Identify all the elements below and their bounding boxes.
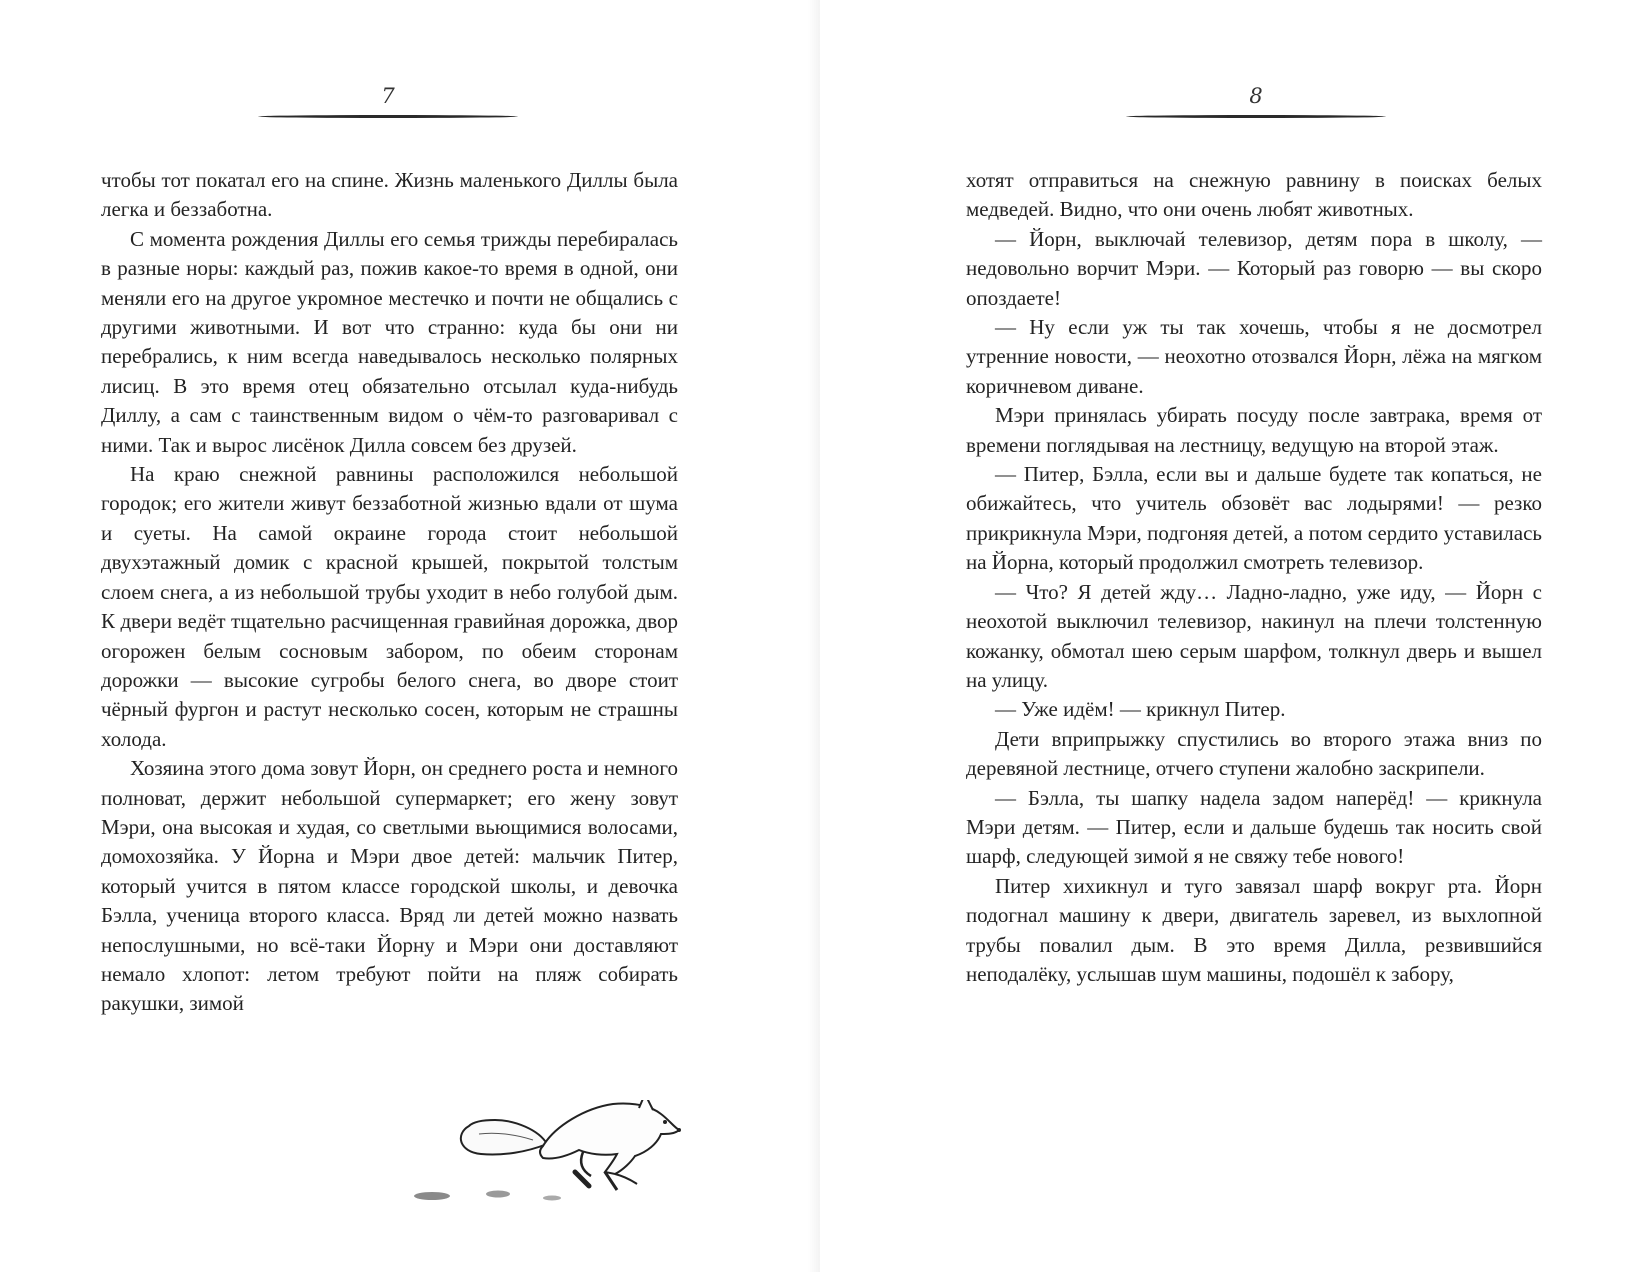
paragraph: — Бэлла, ты шапку надела задом наперёд! — крикнула Мэри детям. — Питер, если и дальше будешь так носить свой шарф, следующей зимой я не свяжу тебе нового! xyxy=(966,785,1542,869)
fox-shadow-icon xyxy=(410,1180,590,1210)
paragraph: — Уже идём! — крикнул Питер. xyxy=(995,697,1286,722)
page-body xyxy=(101,166,678,1019)
paragraph: Питер хихикнул и туго завязал шарф вокруг рта. Йорн подогнал машину к двери, двигатель заревел, из выхлопной трубы повалил дым. В это время Дилла, резвившийся неподалёку, услышав шум машины, подошёл к забору, xyxy=(966,873,1542,986)
paragraph: — Что? Я детей жду… Ладно-ладно, уже иду, — Йорн с неохотой выключил телевизор, накинул на плечи толстенную кожанку, обмотал шею серым шарфом, толкнул дверь и вышел на улицу. xyxy=(966,579,1542,692)
paragraph: хотят отправиться на снежную равнину в поисках белых медведей. Видно, что они очень любят животных. xyxy=(966,168,1542,222)
paragraph: — Ну если уж ты так хочешь, чтобы я не досмотрел утренние новости, — неохотно отозвался Йорн, лёжа на мягком коричневом диване. xyxy=(966,315,1542,398)
header-rule xyxy=(1126,115,1386,118)
paragraph: — Йорн, выключай телевизор, детям пора в школу, — недовольно ворчит Мэри. — Который раз говорю — вы скоро опоздаете! xyxy=(966,226,1542,310)
paragraph: чтобы тот покатал его на спине. Жизнь маленького Диллы была легка и беззаботна. xyxy=(101,168,678,222)
right-page xyxy=(820,0,1642,1272)
header-rule xyxy=(258,115,518,118)
page-number: 7 xyxy=(381,84,395,108)
paragraph: — Питер, Бэлла, если вы и дальше будете так копаться, не обижайтесь, что учитель обзовёт вас лодырями! — резко прикрикнула Мэри, подгоняя детей, а потом сердито уставилась на Йорна, который продолжил смотреть телевизор. xyxy=(966,462,1542,575)
page-body xyxy=(966,166,1542,989)
paragraph: С момента рождения Диллы его семья трижды перебиралась в разные норы: каждый раз, пожив какое-то время в одной, они меняли его на другое укромное местечко и почти не общались с другими животными. И вот что странно: куда бы они ни перебрались, к ним всегда наведывалось несколько полярных лисиц. В это время отец обязательно отсылал куда-нибудь Диллу, а сам с таинственным видом о чём-то разговаривал с ними. Так и вырос лисёнок Дилла совсем без друзей. xyxy=(101,226,678,457)
paragraph: Хозяина этого дома зовут Йорн, он среднего роста и немного полноват, держит небольшой супермаркет; его жену зовут Мэри, она высокая и худая, со светлыми вьющимися волосами, домохозяйка. У Йорна и Мэри двое детей: мальчик Питер, который учится в пятом классе городской школы, и девочка Бэлла, ученица второго класса. Вряд ли детей можно назвать непослушными, но всё-таки Йорну и Мэри они доставляют немало хлопот: летом требуют пойти на пляж собирать ракушки, зимой xyxy=(101,756,678,1016)
paragraph: Мэри принялась убирать посуду после завтрака, время от времени поглядывая на лестницу, ведущую на второй этаж. xyxy=(966,403,1542,457)
page-number: 8 xyxy=(1249,84,1263,108)
paragraph: На краю снежной равнины расположился небольшой городок; его жители живут беззаботной жизнью вдали от шума и суеты. На самой окраине города стоит небольшой двухэтажный домик с красной крышей, покрытой толстым слоем снега, а из небольшой трубы уходит в небо голубой дым. К двери ведёт тщательно расчищенная гравийная дорожка, двор огорожен белым сосновым забором, по обеим сторонам дорожки — высокие сугробы белого снега, во дворе стоит чёрный фургон и растут несколько сосен, которым не страшны холода. xyxy=(101,462,678,751)
left-page xyxy=(0,0,820,1272)
paragraph: Дети вприпрыжку спустились во второго этажа вниз по деревяной лестнице, отчего ступени жалобно заскрипели. xyxy=(966,726,1542,781)
